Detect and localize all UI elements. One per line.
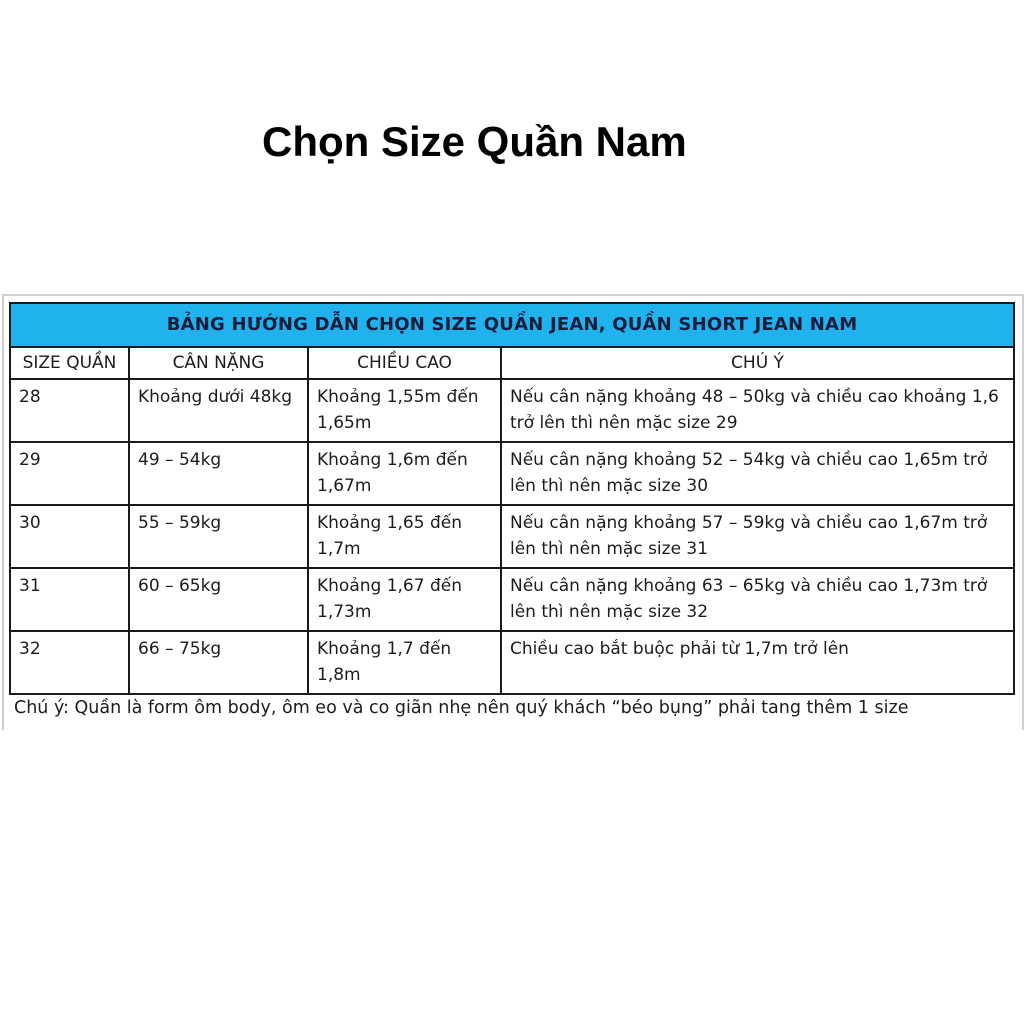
cell-height: Khoảng 1,55m đến 1,65m (308, 379, 501, 442)
cell-note: Nếu cân nặng khoảng 57 – 59kg và chiều cao 1,67m trở lên thì nên mặc size 31 (501, 505, 1014, 568)
table-banner: BẢNG HƯỚNG DẪN CHỌN SIZE QUẦN JEAN, QUẦN SHORT JEAN NAM (10, 303, 1014, 347)
table-row (10, 442, 1014, 505)
cell-height: Khoảng 1,65 đến 1,7m (308, 505, 501, 568)
table-header-row (10, 347, 1014, 379)
table-row (10, 568, 1014, 631)
cell-size: 29 (10, 442, 129, 505)
cell-height: Khoảng 1,7 đến 1,8m (308, 631, 501, 694)
cell-note: Nếu cân nặng khoảng 52 – 54kg và chiều cao 1,65m trở lên thì nên mặc size 30 (501, 442, 1014, 505)
table-row (10, 505, 1014, 568)
cell-height: Khoảng 1,6m đến 1,67m (308, 442, 501, 505)
size-guide-table (9, 302, 1015, 695)
cell-size: 28 (10, 379, 129, 442)
cell-weight: 60 – 65kg (129, 568, 308, 631)
cell-height: Khoảng 1,67 đến 1,73m (308, 568, 501, 631)
cell-weight: 55 – 59kg (129, 505, 308, 568)
cell-note: Nếu cân nặng khoảng 63 – 65kg và chiều cao 1,73m trở lên thì nên mặc size 32 (501, 568, 1014, 631)
cell-weight: 66 – 75kg (129, 631, 308, 694)
cell-size: 30 (10, 505, 129, 568)
table-banner-row (10, 303, 1014, 347)
header-note: CHÚ Ý (501, 347, 1014, 379)
header-weight: CÂN NẶNG (129, 347, 308, 379)
cell-size: 32 (10, 631, 129, 694)
cell-size: 31 (10, 568, 129, 631)
cell-note: Nếu cân nặng khoảng 48 – 50kg và chiều cao khoảng 1,6 trở lên thì nên mặc size 29 (501, 379, 1014, 442)
header-size: SIZE QUẦN (10, 347, 129, 379)
cell-note: Chiều cao bắt buộc phải từ 1,7m trở lên (501, 631, 1014, 694)
table-row (10, 379, 1014, 442)
header-height: CHIỀU CAO (308, 347, 501, 379)
page-title: Chọn Size Quần Nam (262, 118, 687, 165)
table-row (10, 631, 1014, 694)
cell-weight: Khoảng dưới 48kg (129, 379, 308, 442)
cell-weight: 49 – 54kg (129, 442, 308, 505)
footnote: Chú ý: Quần là form ôm body, ôm eo và co giãn nhẹ nên quý khách “béo bụng” phải tang thêm 1 size (14, 698, 909, 718)
